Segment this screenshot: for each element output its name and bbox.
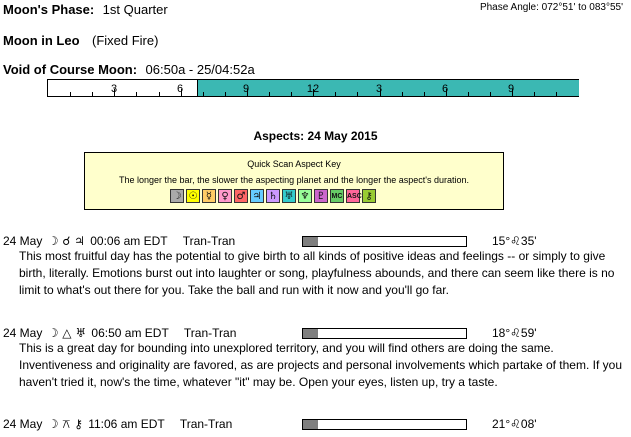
moon-phase-row (3, 1, 168, 19)
venus-icon: ♀ (218, 189, 232, 203)
entry-type: Tran-Tran (179, 417, 233, 431)
saturn-icon: ♄ (266, 189, 280, 203)
aspect-key-description: The longer the bar, the slower the aspecting planet and the longer the aspect's duration. (119, 175, 469, 185)
void-of-course-timeline (47, 79, 579, 97)
duration-bar-fill (303, 329, 318, 338)
timeline-tick (136, 92, 137, 96)
aspect-glyphs-icon: ☽ ☌ ♃ (47, 234, 85, 248)
moon-sign-row (3, 32, 158, 50)
entry-time: 06:50 am EDT (91, 326, 169, 340)
timeline-tick (291, 92, 292, 96)
aspect-glyphs-icon: ☽ ⚻ ⚷ (47, 417, 83, 431)
timeline-tick (225, 92, 226, 96)
timeline-tick (70, 92, 71, 96)
midheaven-icon: MC (330, 189, 344, 203)
entry-date: 24 May (3, 234, 43, 248)
entry-position: 18°♌59' (492, 326, 537, 340)
timeline-label: 9 (507, 83, 515, 95)
moon-sign-label: Moon in Leo (3, 33, 80, 48)
timeline-tick (159, 92, 160, 96)
timeline-tick (92, 92, 93, 96)
entry-position: 15°♌35' (492, 234, 537, 248)
entry-type: Tran-Tran (182, 234, 236, 248)
aspect-key-title: Quick Scan Aspect Key (247, 159, 341, 169)
entry-date: 24 May (3, 326, 43, 340)
duration-bar-fill (303, 237, 318, 246)
timeline-tick (203, 92, 204, 96)
neptune-icon: ♆ (298, 189, 312, 203)
timeline-label: 6 (176, 83, 184, 95)
mercury-icon: ☿ (202, 189, 216, 203)
moon-phase-value: 1st Quarter (102, 2, 168, 17)
timeline-label: 6 (441, 83, 449, 95)
duration-bar (302, 419, 467, 430)
entry-time: 11:06 am EDT (88, 417, 165, 431)
jupiter-icon: ♃ (250, 189, 264, 203)
duration-bar-fill (303, 420, 318, 429)
entry-description: This is a great day for bounding into unexplored territory, and you will find others are doing the same. Inventiveness and originality are favored, as are projects and personal involvements which partake of them. If you haven't tried it, now's the time, whatever "it" may be. Open your eyes, listen up, try a taste. (19, 341, 622, 389)
timeline-tick (357, 92, 358, 96)
aspects-title: Aspects: 24 May 2015 (253, 129, 378, 143)
timeline-tick (335, 92, 336, 96)
phase-angle: Phase Angle: 072°51' to 083°55' (479, 2, 623, 13)
timeline-label: 3 (110, 83, 118, 95)
chiron-icon: ⚷ (362, 189, 376, 203)
timeline-tick (556, 92, 557, 96)
moon-sign-value: (Fixed Fire) (92, 33, 159, 48)
entry-time: 00:06 am EDT (90, 234, 168, 248)
duration-bar (302, 328, 467, 339)
void-of-course-label: Void of Course Moon: (3, 62, 138, 77)
duration-bar (302, 236, 467, 247)
timeline-tick (424, 92, 425, 96)
entry-description: This most fruitful day has the potential to give birth to all kinds of positive ideas and feelings -- or simply to give birth, literally. Emotions burst out into laughter or song, playfulness abounds, and there can seem like there is no limit to what's out there for you. Take the ball and run with it now and you'll go far. (19, 249, 615, 297)
aspect-key-box (84, 152, 504, 210)
pluto-icon: ♇ (314, 189, 328, 203)
sun-icon: ☉ (186, 189, 200, 203)
ascendant-icon: ASC (346, 189, 360, 203)
timeline-tick (490, 92, 491, 96)
entry-date: 24 May (3, 417, 43, 431)
void-of-course-value: 06:50a - 25/04:52a (145, 62, 255, 77)
timeline-tick (269, 92, 270, 96)
aspect-key-swatches (170, 189, 378, 203)
moon-icon: ☽ (170, 189, 184, 203)
timeline-tick (534, 92, 535, 96)
timeline-label: 9 (242, 83, 250, 95)
entry-type: Tran-Tran (183, 326, 237, 340)
void-of-course-row (3, 61, 255, 79)
timeline-tick (402, 92, 403, 96)
timeline-label: 12 (306, 83, 320, 95)
aspect-glyphs-icon: ☽ △ ♅ (47, 326, 87, 340)
moon-phase-label: Moon's Phase: (3, 2, 95, 17)
entry-position: 21°♌08' (492, 417, 537, 431)
uranus-icon: ♅ (282, 189, 296, 203)
timeline-label: 3 (375, 83, 383, 95)
timeline-tick (468, 92, 469, 96)
mars-icon: ♂ (234, 189, 248, 203)
